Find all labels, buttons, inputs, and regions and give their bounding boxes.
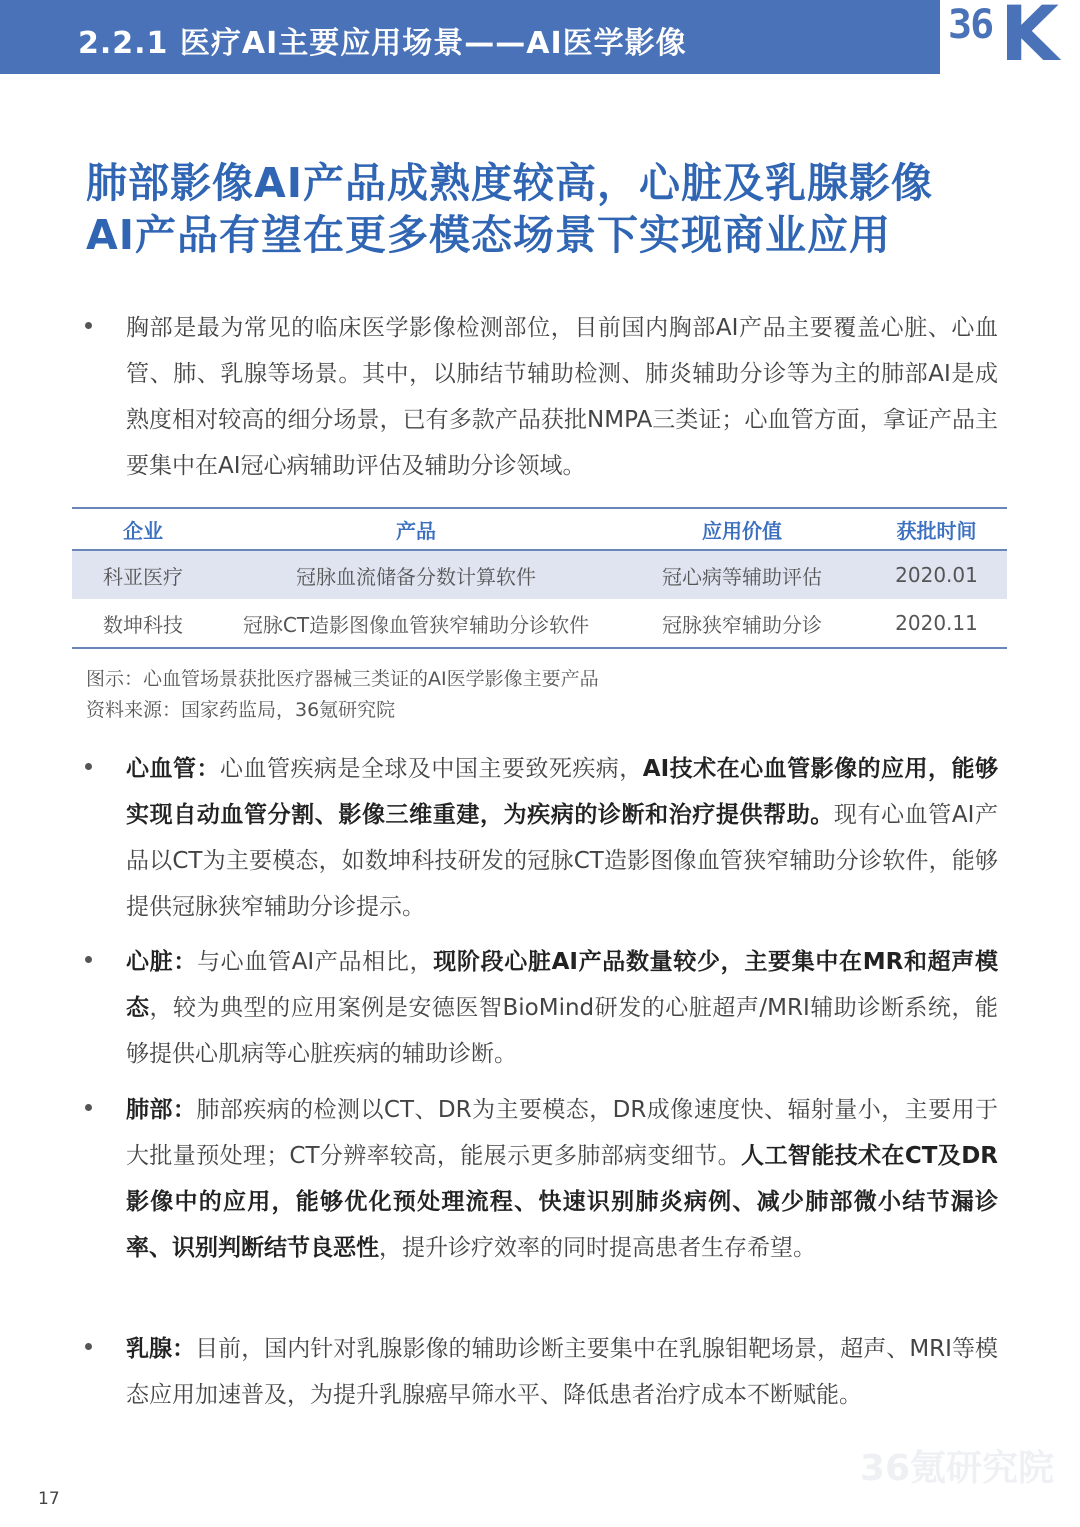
table-row xyxy=(72,550,1007,599)
caption-source: 资料来源：国家药监局，36氪研究院 xyxy=(86,699,396,721)
bullet-dot xyxy=(85,322,92,329)
bullet-dot xyxy=(85,1343,92,1350)
bullet-label: 乳腺： xyxy=(126,1336,196,1362)
table-cell: 冠心病等辅助评估 xyxy=(618,550,866,599)
bullet-plain: 与心血管AI产品相比， xyxy=(197,949,434,975)
logo-number: 36 xyxy=(948,2,993,48)
figure-caption xyxy=(86,664,599,726)
bullet-emphasis: AI技术在心血管影像的应用，能够实现自动血管分割、影像三维重建，为疾病的诊断和治疗提供帮助。 xyxy=(126,756,999,828)
table-header-date: 获批时间 xyxy=(866,508,1007,550)
header-bar xyxy=(0,0,1080,78)
bullet-plain: 心血管疾病是全球及中国主要致死疾病， xyxy=(219,756,643,782)
table-row xyxy=(72,599,1007,648)
bullet-text xyxy=(126,1326,998,1418)
bullet-plain: 肺部疾病的检测以CT、DR为主要模态，DR成像速度快、辐射量小，主要用于大批量预处理；CT分辨率较高，能展示更多肺部病变细节。 xyxy=(126,1097,999,1169)
table-cell: 2020.11 xyxy=(895,611,978,635)
table-cell: 科亚医疗 xyxy=(72,550,214,599)
table-cell: 2020.01 xyxy=(866,550,1007,599)
table-cell: 冠脉CT造影图像血管狭窄辅助分诊软件 xyxy=(242,612,590,637)
bullet-text xyxy=(126,746,998,930)
caption-figure: 图示：心血管场景获批医疗器械三类证的AI医学影像主要产品 xyxy=(86,668,599,690)
bullet-dot xyxy=(85,956,92,963)
table-header-value: 应用价值 xyxy=(618,508,866,550)
bullet-dot xyxy=(85,1104,92,1111)
table-cell: 冠脉狭窄辅助分诊 xyxy=(662,612,822,637)
bullet-plain: 现有心血管AI产品以CT为主要模态，如数坤科技研发的冠脉CT造影图像血管狭窄辅助分诊软件，能够提供冠脉狭窄辅助分诊提示。 xyxy=(126,802,998,920)
table-header-product: 产品 xyxy=(214,508,618,550)
bullet-text xyxy=(126,939,998,1077)
table-header-company: 企业 xyxy=(72,508,214,550)
logo-letter: K xyxy=(1000,0,1059,78)
table-header-row xyxy=(72,508,1007,550)
bullet-label: 心脏： xyxy=(126,949,198,975)
bullet-text xyxy=(126,1087,998,1271)
page-title: 肺部影像AI产品成熟度较高，心脏及乳腺影像 AI产品有望在更多模态场景下实现商业应用 xyxy=(86,159,933,259)
product-table xyxy=(72,507,1007,649)
page-number: 17 xyxy=(38,1489,60,1509)
bullet-dot xyxy=(85,763,92,770)
table-cell: 数坤科技 xyxy=(103,612,183,637)
section-title: 2.2.1 医疗AI主要应用场景——AI医学影像 xyxy=(78,26,687,61)
intro-text: 胸部是最为常见的临床医学影像检测部位，目前国内胸部AI产品主要覆盖心脏、心血管、肺、乳腺等场景。其中，以肺结节辅助检测、肺炎辅助分诊等为主的肺部AI是成熟度相对较高的细分场景，已有多款产品获批NMPA三类证；心血管方面，拿证产品主要集中在AI冠心病辅助评估及辅助分诊领域。 xyxy=(126,315,998,479)
bullet-plain: ，提升诊疗效率的同时提高患者生存希望。 xyxy=(379,1235,816,1261)
bullet-label: 心血管： xyxy=(126,756,220,782)
bullet-emphasis: 人工智能技术在CT及DR影像中的应用，能够优化预处理流程、快速识别肺炎病例、减少肺部微小结节漏诊率、识别判断结节良恶性 xyxy=(126,1143,998,1261)
logo-36kr xyxy=(940,0,1080,78)
bullet-plain: 目前，国内针对乳腺影像的辅助诊断主要集中在乳腺钼靶场景，超声、MRI等模态应用加速普及，为提升乳腺癌早筛水平、降低患者治疗成本不断赋能。 xyxy=(126,1336,999,1408)
bullet-plain: ，较为典型的应用案例是安德医智BioMind研发的心脏超声/MRI辅助诊断系统，能够提供心肌病等心脏疾病的辅助诊断。 xyxy=(126,995,998,1067)
bullet-label: 肺部： xyxy=(126,1097,197,1123)
watermark: 36氪研究院 xyxy=(859,1448,1054,1489)
bullet-emphasis: 现阶段心脏AI产品数量较少，主要集中在MR和超声模态 xyxy=(126,949,998,1021)
table-cell: 冠脉血流储备分数计算软件 xyxy=(214,550,618,599)
